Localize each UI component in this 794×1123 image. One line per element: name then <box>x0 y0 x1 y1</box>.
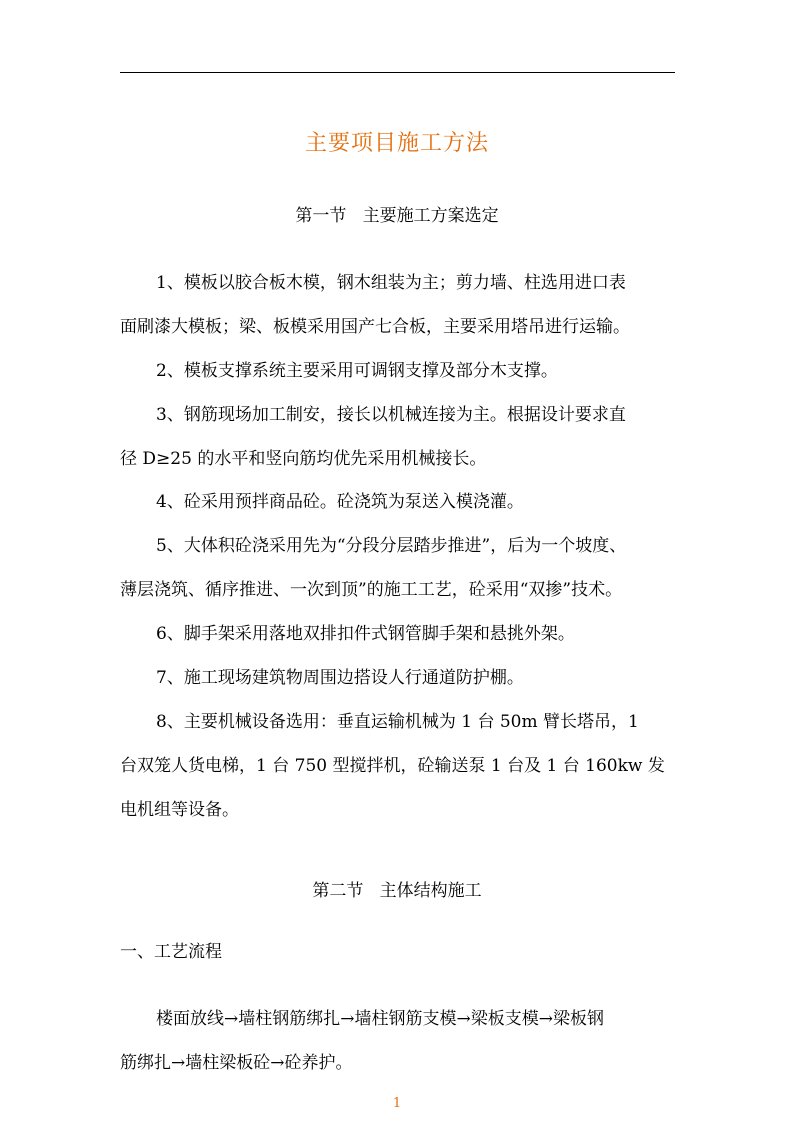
section-2-heading: 第二节 主体结构施工 <box>312 881 482 901</box>
text-line: 6、脚手架采用落地双排扣件式钢管脚手架和悬挑外架。 <box>156 624 575 644</box>
section-1-heading: 第一节 主要施工方案选定 <box>295 206 499 226</box>
text-line: 薄层浇筑、循序推进、一次到顶”的施工工艺，砼采用“双掺”技术。 <box>120 580 623 600</box>
text-line: 径 D≥25 的水平和竖向筋均优先采用机械接长。 <box>120 449 487 469</box>
process-flow <box>120 997 680 1085</box>
section-1-item-4 <box>120 480 680 524</box>
text-line: 面刷漆大模板；梁、板模采用国产七合板，主要采用塔吊进行运输。 <box>120 317 630 337</box>
header-rule <box>120 72 675 73</box>
section-1-item-8 <box>120 700 680 832</box>
section-1-item-1 <box>120 261 680 349</box>
text-line: 7、施工现场建筑物周围边搭设人行通道防护棚。 <box>156 668 524 688</box>
section-1-item-7 <box>120 656 680 700</box>
section-1-item-2 <box>120 349 680 393</box>
page-number: 1 <box>392 1096 402 1111</box>
section-2-subheading <box>120 930 680 974</box>
document-title: 主要项目施工方法 <box>304 131 489 156</box>
text-line: 1、模板以胶合板木模，钢木组装为主；剪力墙、柱选用进口表 <box>156 273 626 293</box>
text-line: 台双笼人货电梯，1 台 750 型搅拌机，砼输送泵 1 台及 1 台 160kw 发 <box>120 756 665 776</box>
text-line: 8、主要机械设备选用：垂直运输机械为 1 台 50m 臂长塔吊，1 <box>156 712 639 732</box>
text-line: 2、模板支撑系统主要采用可调钢支撑及部分木支撑。 <box>156 361 558 381</box>
text-line: 4、砼采用预拌商品砼。砼浇筑为泵送入模浇灌。 <box>156 492 524 512</box>
text-line: 5、大体积砼浇采用先为“分段分层踏步推进”，后为一个坡度、 <box>156 536 627 556</box>
text-line: 3、钢筋现场加工制安，接长以机械连接为主。根据设计要求直 <box>156 405 626 425</box>
section-1-item-3 <box>120 393 680 481</box>
section-1-item-6 <box>120 612 680 656</box>
text-line: 楼面放线→墙柱钢筋绑扎→墙柱钢筋支模→梁板支模→梁板钢 <box>156 1009 604 1029</box>
text-line: 筋绑扎→墙柱梁板砼→砼养护。 <box>120 1053 353 1073</box>
subheading-text: 一、工艺流程 <box>120 942 222 962</box>
text-line: 电机组等设备。 <box>120 800 239 820</box>
section-1-item-5 <box>120 524 680 612</box>
